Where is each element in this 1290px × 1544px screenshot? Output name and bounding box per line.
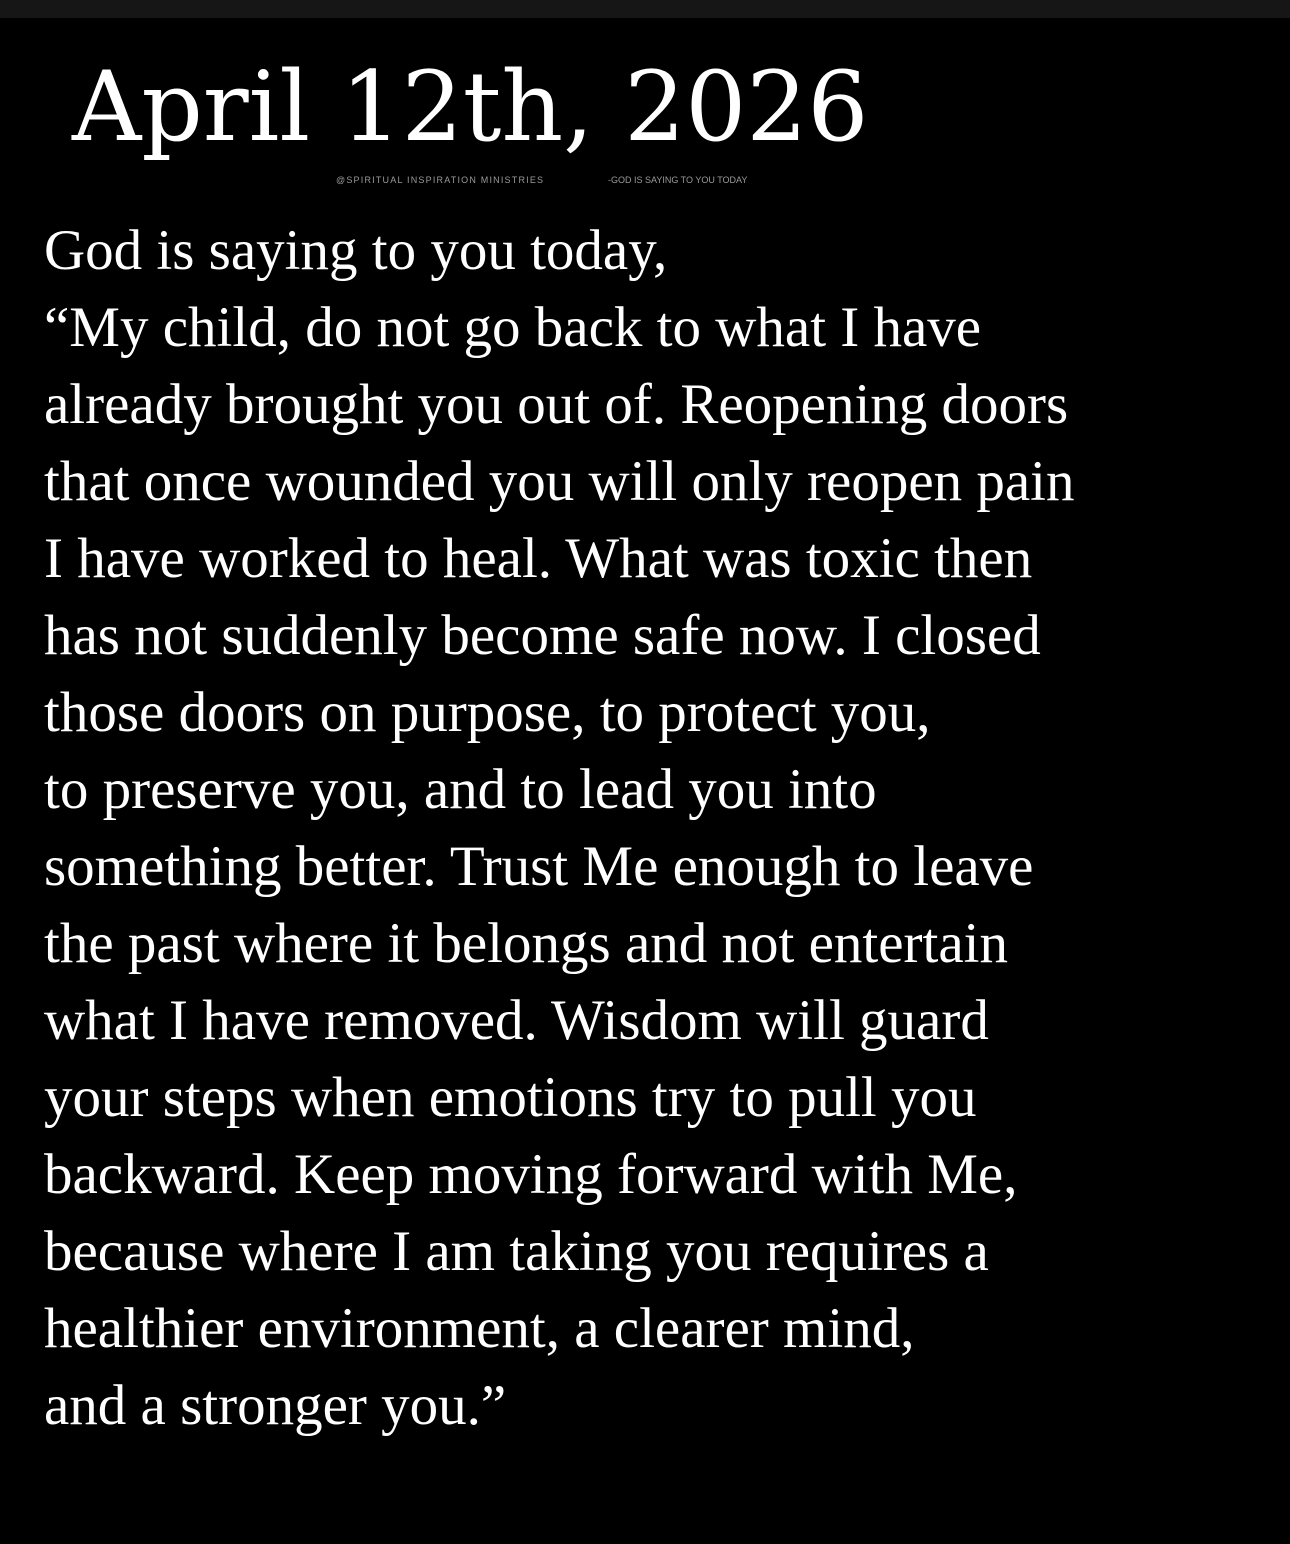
message-line: to preserve you, and to lead you into [44, 758, 877, 821]
top-edge-strip [0, 0, 1290, 18]
message-line: those doors on purpose, to protect you, [44, 681, 931, 744]
message-line: what I have removed. Wisdom will guard [44, 989, 989, 1052]
message-line: because where I am taking you requires a [44, 1220, 989, 1283]
watermark-tagline: -GOD IS SAYING TO YOU TODAY [608, 175, 748, 185]
message-line: already brought you out of. Reopening doors [44, 373, 1069, 436]
message-line: “My child, do not go back to what I have [44, 296, 982, 359]
message-line: that once wounded you will only reopen pain [44, 450, 1075, 513]
watermark-ministry: @SPIRITUAL INSPIRATION MINISTRIES [336, 175, 545, 185]
message-body [44, 212, 1244, 1444]
message-line: and a stronger you.” [44, 1374, 507, 1437]
message-line: God is saying to you today, [44, 219, 668, 282]
message-line: the past where it belongs and not entertain [44, 912, 1008, 975]
message-line: I have worked to heal. What was toxic then [44, 527, 1033, 590]
date-title: April 12th, 2026 [72, 51, 869, 163]
message-line: healthier environment, a clearer mind, [44, 1297, 915, 1360]
message-line: backward. Keep moving forward with Me, [44, 1143, 1018, 1206]
message-line: your steps when emotions try to pull you [44, 1066, 977, 1129]
message-line: something better. Trust Me enough to leave [44, 835, 1034, 898]
message-line: has not suddenly become safe now. I closed [44, 604, 1041, 667]
